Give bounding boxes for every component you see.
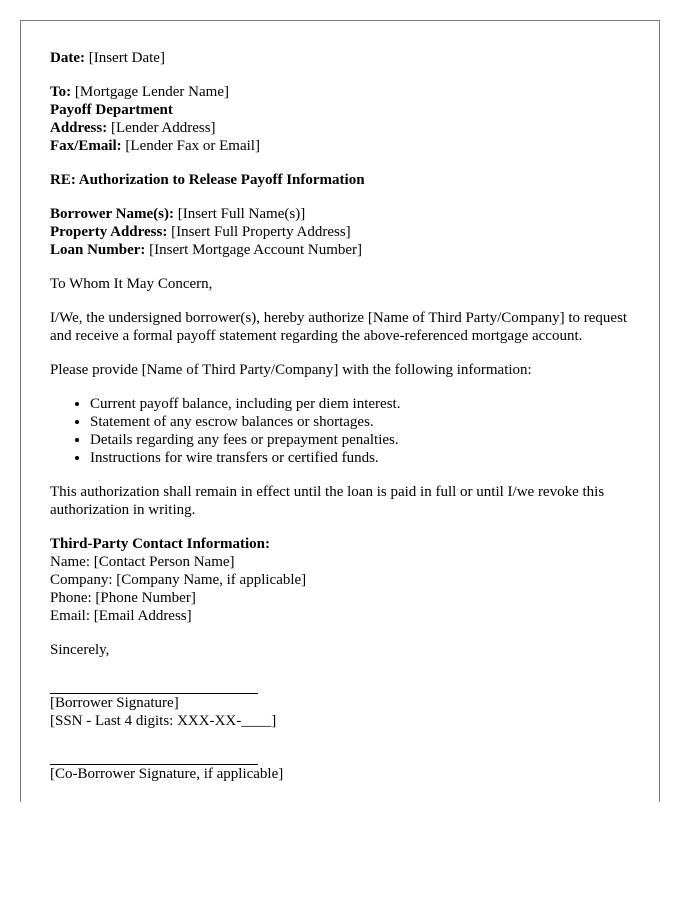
letter-content (50, 49, 635, 783)
third-party-email: Email: [Email Address] (50, 608, 192, 624)
third-party-company: Company: [Company Name, if applicable] (50, 572, 307, 588)
loan-number-value: [Insert Mortgage Account Number] (149, 242, 363, 258)
borrower-value: [Insert Full Name(s)] (177, 206, 306, 222)
requested-info-list (50, 395, 635, 467)
subject-text: RE: Authorization to Release Payoff Information (50, 172, 365, 188)
date-value: [Insert Date] (88, 50, 165, 66)
address-line (50, 119, 635, 137)
to-line (50, 83, 635, 101)
authorization-paragraph: I/We, the undersigned borrower(s), hereby authorize [Name of Third Party/Company] to request and receive a formal payoff statement regarding the above-referenced mortgage account. (50, 310, 628, 344)
property-line (50, 223, 635, 241)
property-label: Property Address: (50, 224, 168, 240)
to-value: [Mortgage Lender Name] (74, 84, 229, 100)
date-label: Date: (50, 50, 85, 66)
letter-page (20, 20, 660, 802)
fax-label: Fax/Email: (50, 138, 122, 154)
date-line (50, 49, 635, 67)
co-borrower-signature-label: [Co-Borrower Signature, if applicable] (50, 766, 284, 782)
department-label: Payoff Department (50, 102, 173, 118)
subject-line (50, 171, 635, 189)
fax-line (50, 137, 635, 155)
loan-number-label: Loan Number: (50, 242, 146, 258)
department-line (50, 101, 635, 119)
to-label: To: (50, 84, 72, 100)
list-item: • Details regarding any fees or prepayment penalties. (90, 431, 635, 449)
borrower-signature-label: [Borrower Signature] (50, 695, 179, 711)
closing: Sincerely, (50, 642, 110, 658)
third-party-block (50, 535, 635, 625)
recipient-block (50, 83, 635, 155)
address-value: [Lender Address] (110, 120, 216, 136)
borrower-line (50, 205, 635, 223)
third-party-phone: Phone: [Phone Number] (50, 590, 196, 606)
loan-number-line (50, 241, 635, 259)
list-item: • Statement of any escrow balances or shortages. (90, 413, 635, 431)
duration-paragraph: This authorization shall remain in effect until the loan is paid in full or until I/we revoke this authorization in writing. (50, 484, 605, 518)
ssn-label: [SSN - Last 4 digits: XXX-XX-____] (50, 713, 277, 729)
loan-block (50, 205, 635, 259)
third-party-name: Name: [Contact Person Name] (50, 554, 235, 570)
third-party-heading (50, 535, 635, 553)
borrower-label: Borrower Name(s): (50, 206, 174, 222)
list-item: • Current payoff balance, including per diem interest. (90, 395, 635, 413)
third-party-heading-text: Third-Party Contact Information: (50, 536, 270, 552)
request-intro-paragraph: Please provide [Name of Third Party/Company] with the following information: (50, 362, 532, 378)
salutation: To Whom It May Concern, (50, 276, 213, 292)
address-label: Address: (50, 120, 108, 136)
list-item: • Instructions for wire transfers or certified funds. (90, 449, 635, 467)
fax-value: [Lender Fax or Email] (125, 138, 260, 154)
property-value: [Insert Full Property Address] (171, 224, 351, 240)
